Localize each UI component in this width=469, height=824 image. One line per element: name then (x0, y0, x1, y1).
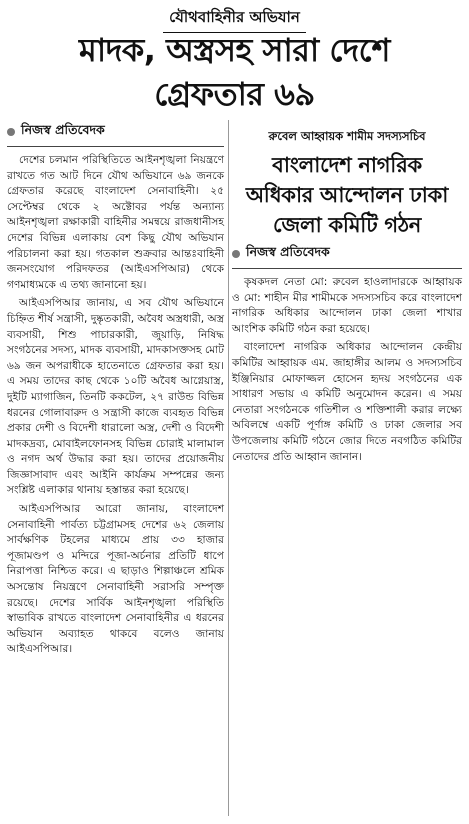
second-paragraph-2: বাংলাদেশ নাগরিক অধিকার আন্দোলন কেন্দ্রীয় কমিটির আহ্বায়ক এম. জাহাঙ্গীর আলম ও সদস্যসচিব ইঞ্জিনিয়ার মোফাজ্জল হোসেন হৃদয় সংগঠনের এক সাধারণ সভায় এ কমিটি অনুমোদন করেন। এ সময় নেতারা সংগঠনকে গতিশীল ও শক্তিশালী করার লক্ষ্যে অবিলম্বে একটি পূর্ণাঙ্গ কমিটি ও ঢাকা জেলার সব উপজেলায় কমিটি গঠনে জোর দিতে নবগঠিত কমিটির নেতাদের প্রতি আহ্বান জানান। (232, 341, 462, 463)
main-paragraph-1: দেশের চলমান পরিস্থিতিতে আইনশৃঙ্খলা নিয়ন্ত্রণে রাখতে গত আট দিনে যৌথ অভিযানে ৬৯ জনকে গ্রেফতার করেছে বাংলাদেশ সেনাবাহিনী। ২৫ সেপ্টেম্বর থেকে ২ অক্টোবর পর্যন্ত অন্যান্য আইনশৃঙ্খলা রক্ষাকারী বাহিনীর সমন্বয়ে রাজধানীসহ দেশের বিভিন্ন এলাকায় বেশ কিছু যৌথ অভিযান পরিচালনা করা হয়। গতকাল শুক্রবার আন্তঃবাহিনী জনসংযোগ পরিদফতর (আইএসপিআর) থেকে গণমাধ্যমকে এ তথ্য জানানো হয়। (7, 154, 224, 291)
kicker-text: যৌথবাহিনীর অভিযান (163, 6, 306, 33)
byline-rule (232, 268, 462, 269)
bullet-icon (7, 128, 15, 136)
second-headline-line-3: জেলা কমিটি গঠন (273, 213, 421, 237)
main-paragraph-2: আইএসপিআর জানায়, এ সব যৌথ অভিযানে চিহ্নিত শীর্ষ সন্ত্রাসী, দুষ্কৃতকারী, অবৈধ অস্ত্রধারী, অস্ত্র ব্যবসায়ী, শিশু পাচারকারী, জুয়াড়ি, নিষিদ্ধ সংগঠনের সদস্য, মাদক ব্যবসায়ী, মাদকাসক্তসহ মোট ৬৯ জন অপরাধীকে হাতেনাতে গ্রেফতার করা হয়। এ সময় তাদের কাছ থেকে ১০টি অবৈধ আগ্নেয়াস্ত্র, দুইটি ম্যাগাজিন, তিনটি ককটেল, ২৭ রাউন্ড বিভিন্ন ধরনের গোলাবারুদ ও সন্ত্রাসী কাজে ব্যবহৃত বিভিন্ন প্রকার দেশী ও বিদেশী ধারালো অস্ত্র, দেশী ও বিদেশী মাদকদ্রব্য, মোবাইলফোনসহ বিভিন্ন চোরাই মালামাল ও নগদ অর্থ উদ্ধার করা হয়। তাদের প্রয়োজনীয় জিজ্ঞাসাবাদ এবং আইনি কার্যক্রম সম্পন্নের জন্য সংশ্লিষ্ট এলাকার থানায় হস্তান্তর করা হয়েছে। (7, 297, 224, 497)
second-headline-line-2: অধিকার আন্দোলন ঢাকা (245, 183, 449, 207)
right-column (232, 120, 462, 818)
column-divider (228, 120, 229, 816)
bullet-icon (232, 250, 240, 258)
byline-text: নিজস্ব প্রতিবেদক (21, 122, 105, 137)
main-article-kicker (0, 6, 469, 33)
second-byline (232, 244, 462, 264)
second-headline (232, 150, 462, 240)
byline-text: নিজস্ব প্রতিবেদক (246, 244, 330, 259)
second-headline-line-1: বাংলাদেশ নাগরিক (272, 153, 422, 177)
main-paragraph-3: আইএসপিআর আরো জানায়, বাংলাদেশ সেনাবাহিনী পার্বত্য চট্টগ্রামসহ দেশের ৬২ জেলায় সার্বক্ষণিক টহলের মাধ্যমে প্রায় ৩৩ হাজার পূজামণ্ডপ ও মন্দিরে পূজা-অর্চনার প্রতিটি ধাপে নিরাপত্তা নিশ্চিত করে। এ ছাড়াও শিল্পাঞ্চলে শ্রমিক অসন্তোষ নিয়ন্ত্রণে সেনাবাহিনী সরাসরি সম্পৃক্ত রয়েছে। দেশের সার্বিক আইনশৃঙ্খলা পরিস্থিতি স্বাভাবিক রাখতে বাংলাদেশ সেনাবাহিনীর এ ধরনের অভিযান অব্যাহত থাকবে বলেও জানায় আইএসপিআর। (7, 503, 224, 656)
main-headline-line-1: মাদক, অস্ত্রসহ সারা দেশে (79, 31, 390, 69)
left-column (7, 120, 224, 818)
main-byline (7, 122, 224, 142)
second-paragraph-1: কৃষকদল নেতা মো: রুবেল হাওলাদারকে আহ্বায়ক ও মো: শাহীন মীর শামীমকে সদস্যসচিব করে বাংলাদেশ নাগরিক অধিকার আন্দোলন ঢাকা জেলা শাখার আংশিক কমিটি গঠন করা হয়েছে। (232, 276, 462, 335)
main-headline-line-2: গ্রেফতার ৬৯ (154, 75, 315, 113)
second-article-kicker: রুবেল আহ্বায়ক শামীম সদস্যসচিব (268, 129, 426, 143)
byline-rule (7, 146, 224, 147)
